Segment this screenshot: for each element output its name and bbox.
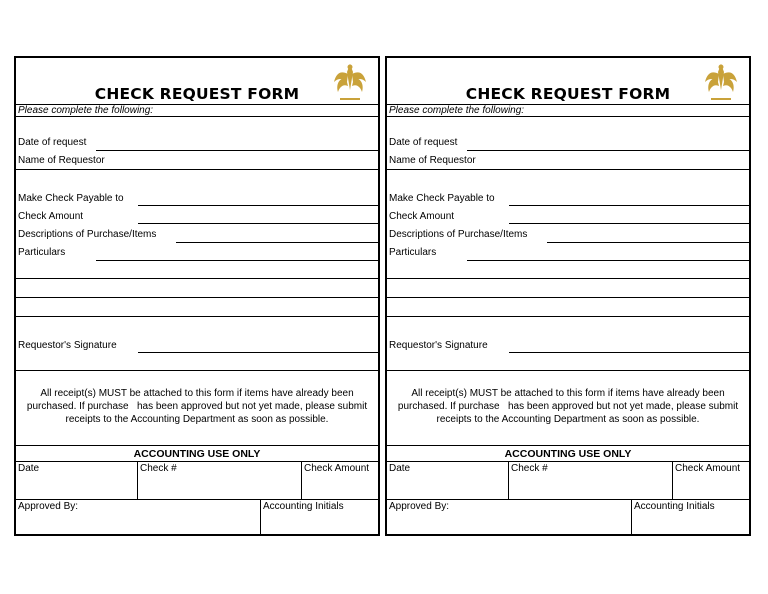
particulars-field[interactable]	[96, 260, 378, 261]
receipt-notice: All receipt(s) MUST be attached to this form if items have already been purchased. If purchase has been approved but not yet made, please submit receipts to the Accounting Department as soon as possible.	[397, 388, 741, 425]
check-number-cell[interactable]: Check #	[511, 463, 548, 474]
signature-label: Requestor's Signature	[18, 340, 117, 351]
approved-by-cell[interactable]: Approved By:	[18, 501, 79, 512]
descriptions-field[interactable]	[547, 242, 749, 243]
descriptions-label: Descriptions of Purchase/Items	[18, 229, 157, 240]
check-amount-label: Check Amount	[389, 211, 455, 222]
divider	[387, 461, 749, 462]
cell-divider	[301, 461, 302, 499]
name-of-requestor-label: Name of Requestor	[389, 155, 476, 166]
eagle-crest-icon	[332, 60, 368, 104]
instructions-text: Please complete the following:	[18, 105, 154, 116]
name-of-requestor-field[interactable]	[16, 169, 378, 170]
accounting-initials-cell[interactable]: Accounting Initials	[263, 501, 344, 512]
particulars-line[interactable]	[16, 297, 378, 298]
divider	[16, 116, 378, 117]
payable-to-label: Make Check Payable to	[389, 193, 495, 204]
name-of-requestor-label: Name of Requestor	[18, 155, 105, 166]
accounting-date-cell[interactable]: Date	[389, 463, 411, 474]
check-request-form-left	[14, 56, 380, 536]
payable-to-field[interactable]	[138, 205, 378, 206]
form-header	[387, 58, 749, 106]
divider	[16, 370, 378, 371]
form-header	[16, 58, 378, 106]
date-of-request-label: Date of request	[18, 137, 87, 148]
cell-divider	[137, 461, 138, 499]
receipt-notice: All receipt(s) MUST be attached to this form if items have already been purchased. If purchase has been approved but not yet made, please submit receipts to the Accounting Department as soon as possible.	[26, 388, 370, 425]
check-amount-field[interactable]	[509, 223, 749, 224]
payable-to-label: Make Check Payable to	[18, 193, 124, 204]
particulars-label: Particulars	[18, 247, 66, 258]
particulars-line[interactable]	[387, 316, 749, 317]
check-number-cell[interactable]: Check #	[140, 463, 177, 474]
divider	[387, 370, 749, 371]
cell-divider	[631, 499, 632, 536]
signature-field[interactable]	[509, 352, 749, 353]
signature-field[interactable]	[138, 352, 378, 353]
approved-by-cell[interactable]: Approved By:	[389, 501, 450, 512]
divider	[16, 499, 378, 500]
particulars-line[interactable]	[387, 297, 749, 298]
check-amount-label: Check Amount	[18, 211, 84, 222]
form-title: CHECK REQUEST FORM	[465, 85, 671, 103]
particulars-line[interactable]	[16, 316, 378, 317]
divider	[16, 445, 378, 446]
signature-label: Requestor's Signature	[389, 340, 488, 351]
accounting-check-amount-cell[interactable]: Check Amount	[304, 463, 370, 474]
check-amount-field[interactable]	[138, 223, 378, 224]
name-of-requestor-field[interactable]	[387, 169, 749, 170]
descriptions-field[interactable]	[176, 242, 378, 243]
particulars-field[interactable]	[467, 260, 749, 261]
cell-divider	[260, 499, 261, 536]
particulars-line[interactable]	[16, 278, 378, 279]
form-title: CHECK REQUEST FORM	[94, 85, 300, 103]
particulars-line[interactable]	[387, 278, 749, 279]
accounting-check-amount-cell[interactable]: Check Amount	[675, 463, 741, 474]
date-of-request-field[interactable]	[467, 150, 749, 151]
date-of-request-label: Date of request	[389, 137, 458, 148]
check-request-form-right	[385, 56, 751, 536]
accounting-date-cell[interactable]: Date	[18, 463, 40, 474]
payable-to-field[interactable]	[509, 205, 749, 206]
instructions-text: Please complete the following:	[389, 105, 525, 116]
particulars-label: Particulars	[389, 247, 437, 258]
date-of-request-field[interactable]	[96, 150, 378, 151]
accounting-initials-cell[interactable]: Accounting Initials	[634, 501, 715, 512]
divider	[387, 445, 749, 446]
divider	[16, 461, 378, 462]
accounting-title: ACCOUNTING USE ONLY	[133, 448, 261, 460]
accounting-title: ACCOUNTING USE ONLY	[504, 448, 632, 460]
cell-divider	[508, 461, 509, 499]
divider	[387, 116, 749, 117]
eagle-crest-icon	[703, 60, 739, 104]
descriptions-label: Descriptions of Purchase/Items	[389, 229, 528, 240]
cell-divider	[672, 461, 673, 499]
divider	[387, 499, 749, 500]
